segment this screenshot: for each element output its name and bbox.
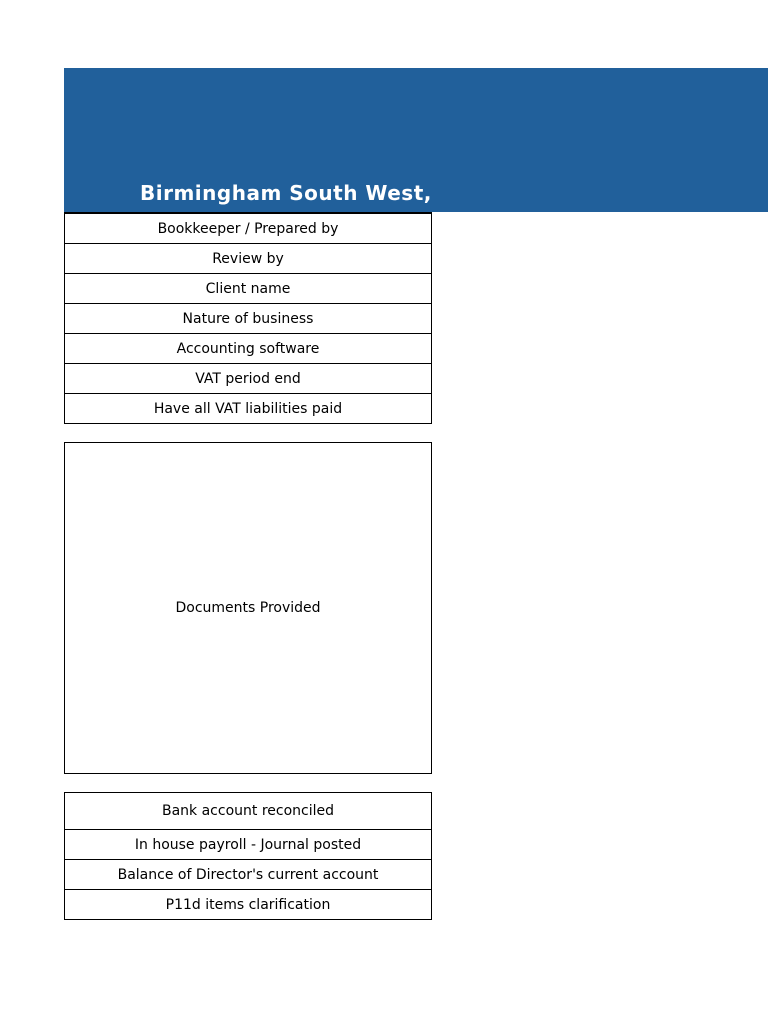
header-band: [64, 68, 768, 212]
documents-provided-box: [64, 442, 432, 774]
info-row-vat-liabilities-paid: Have all VAT liabilities paid: [153, 401, 343, 417]
client-info-table: [64, 212, 432, 424]
info-row-vat-period-end: VAT period end: [65, 364, 431, 394]
info-row-nature-of-business: Nature of business: [65, 304, 431, 334]
header-title: Birmingham South West,: [140, 181, 432, 205]
check-row-director-current-account: Balance of Director's current account: [65, 860, 431, 890]
info-row-review-by: Review by: [65, 244, 431, 274]
checks-table: [64, 792, 432, 920]
info-row-accounting-software: Accounting software: [65, 334, 431, 364]
check-row-bank-reconciled: Bank account reconciled: [65, 793, 431, 830]
info-row-prepared-by: Bookkeeper / Prepared by: [65, 214, 431, 244]
documents-provided-label: Documents Provided: [175, 600, 321, 616]
check-row-p11d-clarification: P11d items clarification: [165, 897, 331, 913]
info-row-client-name: Client name: [65, 274, 431, 304]
check-row-payroll-journal: In house payroll - Journal posted: [65, 830, 431, 860]
